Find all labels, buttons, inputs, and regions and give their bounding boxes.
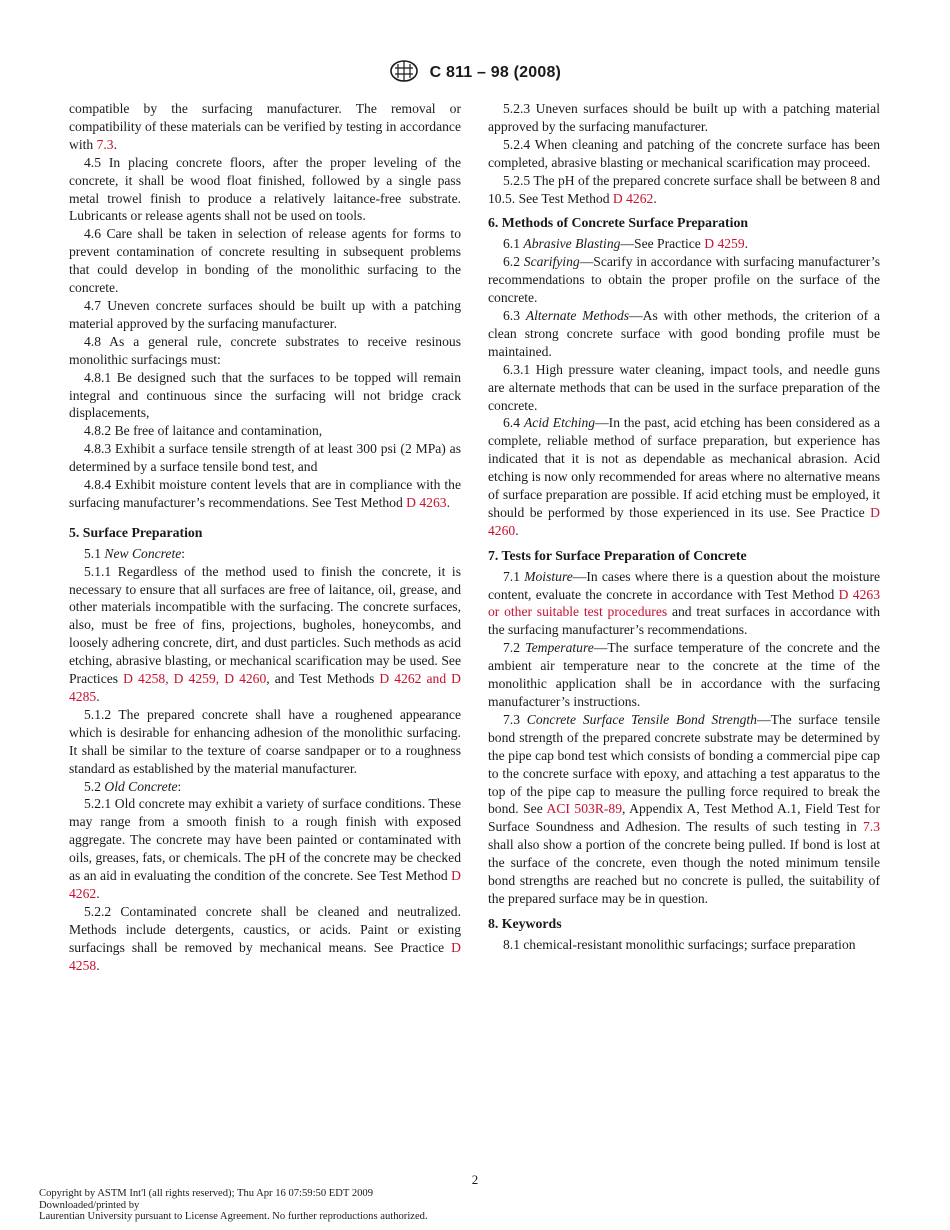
paragraph-continued: compatible by the surfacing manufacturer. The removal or compatibility of these materials can be verified by testing in accordance with 7.3.	[69, 101, 461, 152]
paragraph-4-8: 4.8 As a general rule, concrete substrates to receive resinous monolithic surfacings must:	[69, 333, 461, 367]
paragraph-4-8-1: 4.8.1 Be designed such that the surfaces to be topped will remain integral and continuous since the surfacing will not bridge crack displacements,	[69, 369, 461, 421]
page-header	[0, 62, 950, 84]
link-d4260[interactable]: D 4260	[488, 504, 880, 538]
paragraph-5-1-2: 5.1.2 The prepared concrete shall have a roughened appearance which is desirable for enhancing adhesion of the monolithic surfacing. It shall be similar to the texture of coarse sandpaper or to a roughness standard as established by the material manufacturer.	[69, 706, 461, 776]
link-d4258[interactable]: D 4258	[69, 939, 461, 973]
paragraph-4-8-2: 4.8.2 Be free of laitance and contamination,	[84, 423, 323, 439]
paragraph-7-1: 7.1 Moisture—In cases where there is a question about the moisture content, evaluate the concrete in accordance with Test Method D 4263 or other suitable test procedures and treat surfaces in accordance with the surfacing manufacturer’s recommendations.	[488, 568, 881, 638]
paragraph-4-6: 4.6 Care shall be taken in selection of release agents for forms to prevent contamination of concrete resulting in subsequent problems that could develop in bonding of the monolithic surfacing to the concrete.	[69, 226, 461, 296]
link-d4262[interactable]: D 4262	[69, 868, 461, 901]
link-7-3[interactable]: 7.3	[863, 819, 880, 835]
link-d4263-other[interactable]: D 4263 or other suitable test procedures	[488, 586, 880, 620]
link-aci-503r-89[interactable]: ACI 503R-89	[546, 801, 623, 817]
paragraph-6-3-1: 6.3.1 High pressure water cleaning, impact tools, and needle guns are alternate methods that can be used in the surface preparation of the concrete.	[488, 361, 880, 413]
link-7-3[interactable]: 7.3	[96, 136, 114, 152]
paragraph-6-4: 6.4 Acid Etching—In the past, acid etching has been considered as a complete, reliable method of surface preparation, but experience has indicated that it is not as dependable as mechanical abrasion. Acid etching is now only recommended for areas where no alternative means of surface preparation are possible. If acid etching must be employed, it should be performed by those experienced in its use. See Practice D 4260.	[488, 415, 881, 538]
link-d4263[interactable]: D 4263	[406, 494, 447, 510]
paragraph-6-3: 6.3 Alternate Methods—As with other methods, the criterion of a clean strong concrete surface with good bonding profile must be maintained.	[488, 307, 880, 359]
paragraph-5-2-4: 5.2.4 When cleaning and patching of the concrete surface has been completed, abrasive blasting or mechanical scarification may proceed.	[488, 136, 880, 170]
left-column	[69, 100, 461, 975]
link-d4258-d4259-d4260[interactable]: D 4258, D 4259, D 4260	[123, 671, 267, 687]
paragraph-6-2: 6.2 Scarifying—Scarify in accordance with surfacing manufacturer’s recommendations to obtain the proper profile on the surface of the concrete.	[488, 254, 880, 306]
page-number: 2	[471, 1172, 479, 1187]
standard-designation: C 811 – 98 (2008)	[429, 64, 562, 82]
paragraph-5-2: 5.2 Old Concrete:	[84, 778, 182, 794]
paragraph-6-1: 6.1 Abrasive Blasting—See Practice D 4259.	[503, 236, 749, 252]
paragraph-4-5: 4.5 In placing concrete floors, after the proper leveling of the concrete, it shall be wood float finished, followed by a single pass metal trowel finish to produce a relatively laitance-free substrate. Lubricants or release agents shall not be used on tools.	[69, 154, 461, 224]
link-d4259[interactable]: D 4259	[704, 236, 745, 252]
section-heading-8: 8. Keywords	[488, 915, 562, 931]
paragraph-4-8-3: 4.8.3 Exhibit a surface tensile strength of at least 300 psi (2 MPa) as determined by a surface tensile bond test, and	[69, 441, 461, 475]
section-heading-5: 5. Surface Preparation	[69, 524, 203, 540]
paragraph-4-7: 4.7 Uneven concrete surfaces should be built up with a patching material approved by the surfacing manufacturer.	[69, 297, 461, 331]
paragraph-7-3: 7.3 Concrete Surface Tensile Bond Strength—The surface tensile bond strength of the prepared concrete substrate may be determined by the pipe cap bond test which consists of bonding a commercial pipe cap to the concrete surface with epoxy, and attaching a test apparatus to the top of the pipe cap to measure the pulling force required to break the bond. See ACI 503R-89, Appendix A, Test Method A.1, Field Test for Surface Soundness and Adhesion. The results of such testing in 7.3 shall also show a portion of the concrete being pulled. If bond is lost at the surface of the concrete, even though the noted minimum tensile bond strengths are reached but no concrete is pulled, the suitability of the prepared surface may be in question.	[488, 711, 881, 906]
paragraph-5-1-1: 5.1.1 Regardless of the method used to finish the concrete, it is necessary to ensure that all surfaces are free of laitance, oil, grease, and other materials incompatible with the surfacing. The concrete surfaces, also, must be free of fins, projections, bugholes, honeycombs, and loosely adhering concrete, dirt, and dust particles. Such methods as acid etching, abrasive blasting, or mechanical scarification may be used. See Practices D 4258, D 4259, D 4260, and Test Methods D 4262 and D 4285.	[69, 563, 461, 704]
paragraph-8-1: 8.1 chemical-resistant monolithic surfacings; surface preparation	[503, 936, 856, 952]
link-d4262-d4285[interactable]: D 4262 and D 4285	[69, 671, 461, 704]
footer-line-1: Copyright by ASTM Int'l (all rights reserved); Thu Apr 16 07:59:50 EDT 2009	[39, 1188, 374, 1199]
paragraph-5-1: 5.1 New Concrete:	[84, 545, 186, 561]
footer-line-2: Downloaded/printed by	[39, 1199, 140, 1211]
paragraph-4-8-4: 4.8.4 Exhibit moisture content levels that are in compliance with the surfacing manufacturer’s recommendations. See Test Method D 4263.	[69, 477, 461, 510]
section-heading-7: 7. Tests for Surface Preparation of Concrete	[488, 547, 747, 563]
link-d4262[interactable]: D 4262	[612, 190, 654, 206]
right-column	[488, 100, 880, 954]
section-heading-6: 6. Methods of Concrete Surface Preparation	[488, 215, 749, 231]
copyright-footer	[39, 1188, 428, 1223]
footer-line-3: Laurentian University pursuant to License Agreement. No further reproductions authorized.	[39, 1211, 428, 1223]
paragraph-5-2-3: 5.2.3 Uneven surfaces should be built up with a patching material approved by the surfacing manufacturer.	[488, 101, 880, 134]
paragraph-5-2-5: 5.2.5 The pH of the prepared concrete surface shall be between 8 and 10.5. See Test Method D 4262.	[488, 172, 880, 206]
paragraph-5-2-1: 5.2.1 Old concrete may exhibit a variety of surface conditions. These may range from a smooth finish to a rough finish with exposed aggregate. The concrete may have been painted or contaminated with oils, greases, fats, or chemicals. The pH of the concrete may be checked as an aid in evaluating the condition of the concrete. See Test Method D 4262.	[69, 796, 461, 901]
paragraph-5-2-2: 5.2.2 Contaminated concrete shall be cleaned and neutralized. Methods include detergents, caustics, or acids. Paint or existing surfacings shall be removed by mechanical means. See Practice D 4258.	[69, 903, 461, 973]
paragraph-7-2: 7.2 Temperature—The surface temperature of the concrete and the ambient air temperature near to the concrete at the time of the monolithic application shall be in accordance with the surfacing manufacturer’s instructions.	[488, 640, 880, 709]
astm-logo-icon	[389, 60, 419, 82]
